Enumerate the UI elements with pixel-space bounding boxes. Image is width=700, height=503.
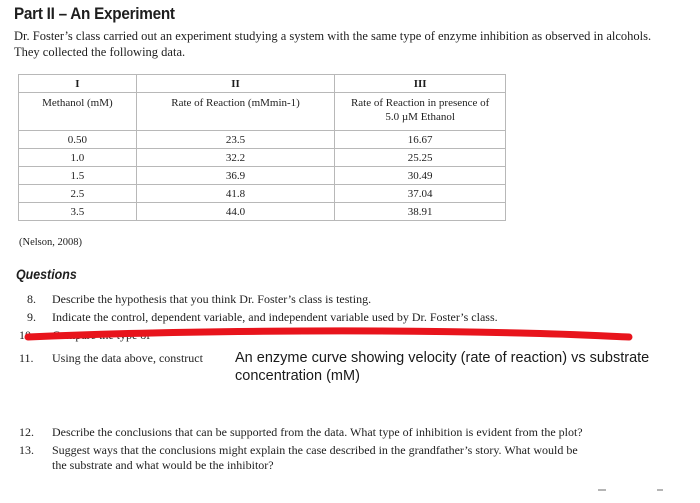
table-cell: 2.5 bbox=[19, 185, 137, 203]
scan-artifact-dash bbox=[657, 489, 663, 491]
column-header-row bbox=[19, 93, 506, 131]
question-text: Compare the type of bbox=[52, 328, 151, 342]
header-rate-ethanol-text: Rate of Reaction in presence of 5.0 µM Ethanol bbox=[350, 97, 490, 123]
table-cell: 16.67 bbox=[335, 131, 506, 149]
question-11 bbox=[19, 351, 203, 366]
header-methanol: Methanol (mM) bbox=[19, 93, 137, 131]
header-rate-ethanol bbox=[335, 93, 506, 131]
table-cell: 32.2 bbox=[136, 149, 335, 167]
scan-artifact-dash bbox=[598, 489, 606, 491]
question-text: Using the data above, construct bbox=[52, 351, 203, 365]
table-cell: 44.0 bbox=[136, 203, 335, 221]
question-text: Describe the conclusions that can be supported from the data. What type of inhibition is evident from the plot? bbox=[52, 425, 583, 439]
questions-heading: Questions bbox=[16, 267, 77, 282]
table-cell: 36.9 bbox=[136, 167, 335, 185]
question-10 bbox=[19, 328, 150, 343]
question-8 bbox=[27, 292, 371, 307]
question-number: 12. bbox=[19, 425, 34, 439]
table-row bbox=[19, 203, 506, 221]
table-cell: 25.25 bbox=[335, 149, 506, 167]
question-9 bbox=[27, 310, 498, 325]
table-cell: 1.5 bbox=[19, 167, 137, 185]
table-cell: 3.5 bbox=[19, 203, 137, 221]
table-cell: 38.91 bbox=[335, 203, 506, 221]
question-12 bbox=[19, 425, 583, 440]
question-number: 10. bbox=[19, 328, 34, 342]
handwritten-answer: An enzyme curve showing velocity (rate of reaction) vs substrate concentration (mM) bbox=[235, 350, 650, 384]
data-table bbox=[18, 74, 506, 221]
table-row bbox=[19, 185, 506, 203]
column-numeral-1: I bbox=[19, 75, 137, 93]
table-row bbox=[19, 167, 506, 185]
column-numeral-2: II bbox=[136, 75, 335, 93]
question-number: 9. bbox=[27, 310, 36, 324]
intro-paragraph: Dr. Foster’s class carried out an experiment studying a system with the same type of enzyme inhibition as observed in alcohols. They collected the following data. bbox=[14, 29, 652, 59]
question-text: Describe the hypothesis that you think Dr. Foster’s class is testing. bbox=[52, 292, 372, 306]
question-text-line-2: the substrate and what would be the inhibitor? bbox=[52, 458, 274, 472]
question-13 bbox=[19, 443, 679, 473]
table-cell: 1.0 bbox=[19, 149, 137, 167]
part-title: Part II – An Experiment bbox=[14, 4, 175, 23]
question-text-line-1: Suggest ways that the conclusions might explain the case described in the grandfather’s story. What would be bbox=[52, 443, 578, 457]
table-cell: 37.04 bbox=[335, 185, 506, 203]
table-cell: 0.50 bbox=[19, 131, 137, 149]
question-number: 8. bbox=[27, 292, 36, 306]
table-cell: 41.8 bbox=[136, 185, 335, 203]
question-number: 13. bbox=[19, 443, 34, 457]
source-citation: (Nelson, 2008) bbox=[19, 237, 82, 248]
table-cell: 30.49 bbox=[335, 167, 506, 185]
table-row bbox=[19, 131, 506, 149]
question-number: 11. bbox=[19, 351, 34, 365]
table-cell: 23.5 bbox=[136, 131, 335, 149]
column-numeral-3: III bbox=[335, 75, 506, 93]
roman-header-row bbox=[19, 75, 506, 93]
header-rate: Rate of Reaction (mMmin-1) bbox=[136, 93, 335, 131]
table-row bbox=[19, 149, 506, 167]
question-text: Indicate the control, dependent variable, and independent variable used by Dr. Foster’s class. bbox=[52, 310, 498, 324]
